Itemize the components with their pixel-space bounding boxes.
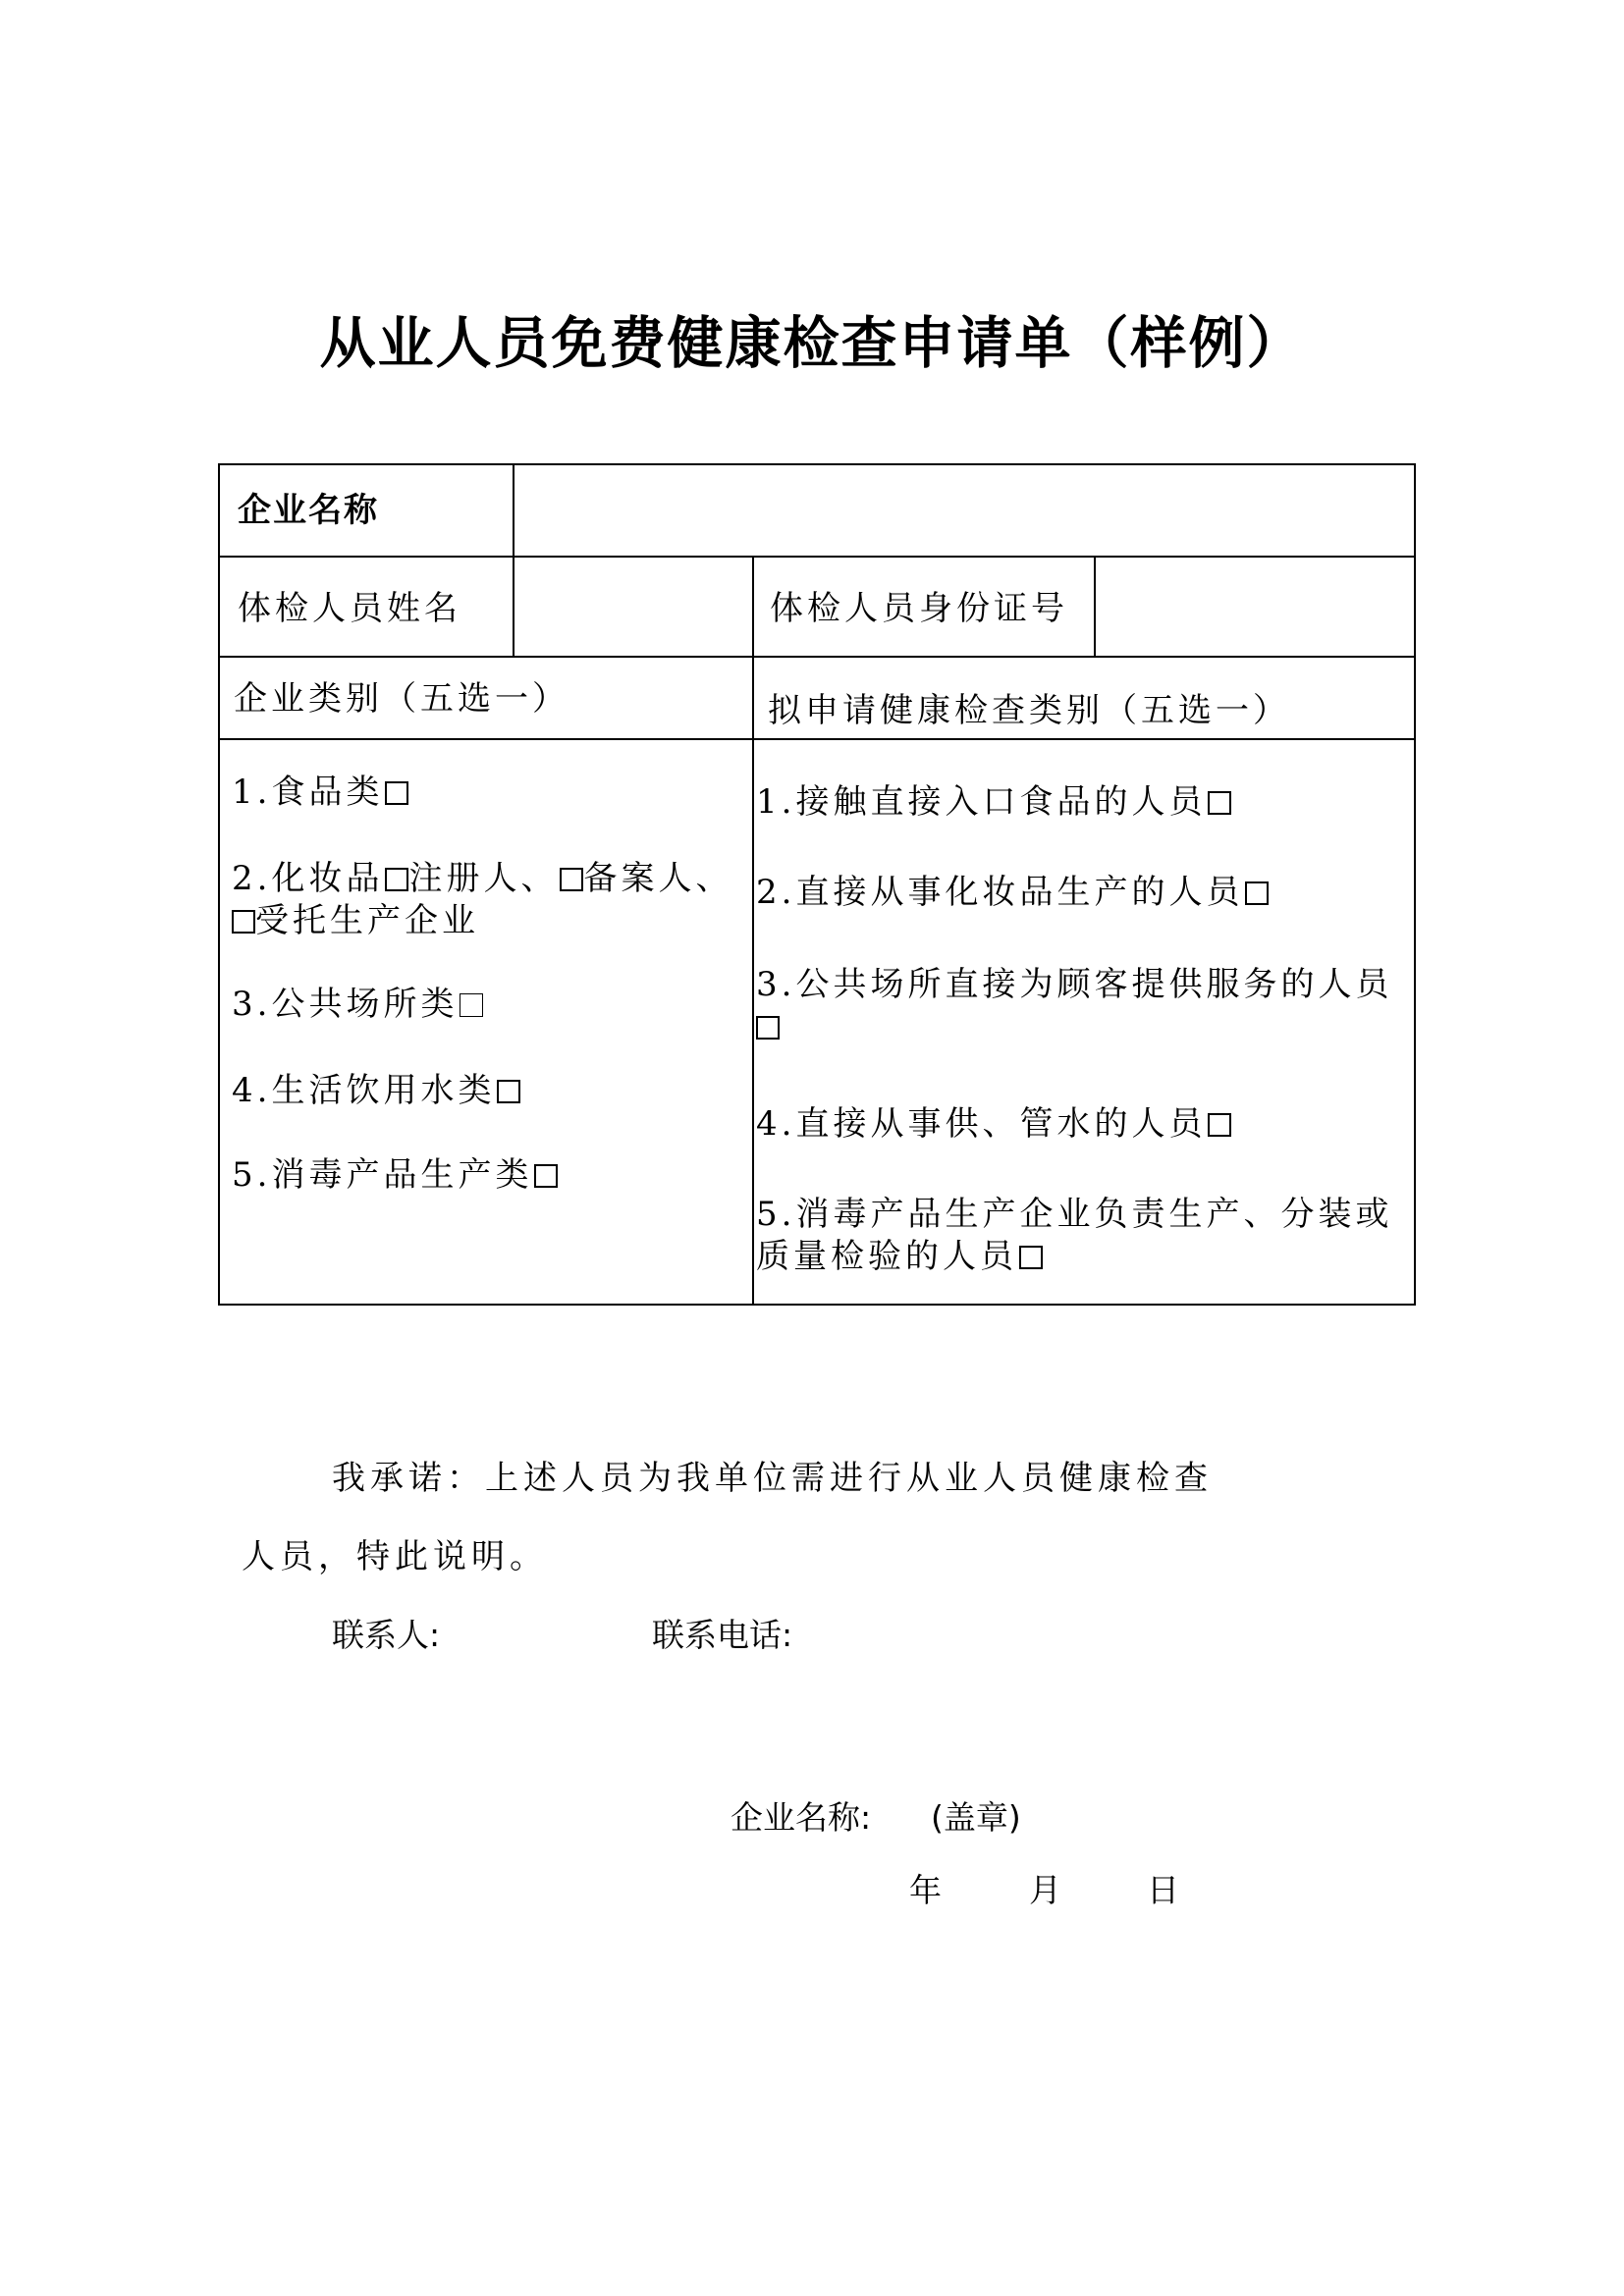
company-category-option-2[interactable] <box>232 858 750 942</box>
exam-category-option-4[interactable] <box>756 1103 1231 1146</box>
examinee-name-field[interactable] <box>524 589 740 628</box>
checkbox[interactable] <box>1245 881 1269 905</box>
company-name-label: 企业名称 <box>238 491 379 530</box>
checkbox[interactable] <box>560 868 583 891</box>
checkbox[interactable] <box>756 1016 780 1040</box>
checkbox[interactable] <box>232 910 255 934</box>
seal-label: (盖章) <box>931 1798 1021 1837</box>
option-label: 3.公共场所直接为顾客提供服务的人员 <box>756 965 1393 1004</box>
option-label: 4.直接从事供、管水的人员 <box>756 1104 1207 1144</box>
option-label: 3.公共场所类 <box>232 985 459 1024</box>
checkbox[interactable] <box>534 1164 558 1188</box>
column-divider <box>752 556 754 1304</box>
option-label: 5.消毒产品生产企业负责生产、分装或 <box>756 1195 1393 1234</box>
checkbox[interactable] <box>1208 1113 1231 1137</box>
company-category-option-1[interactable] <box>232 772 408 814</box>
option-label: 2.化妆品 <box>232 859 384 898</box>
pledge-line-1: 我承诺：上述人员为我单位需进行从业人员健康检查 <box>332 1459 1213 1498</box>
exam-category-option-3[interactable] <box>756 964 1414 1048</box>
checkbox[interactable] <box>1019 1246 1043 1269</box>
date-month: 月 <box>1029 1871 1061 1909</box>
checkbox[interactable] <box>1208 791 1231 815</box>
checkbox[interactable] <box>497 1080 520 1103</box>
date-day: 日 <box>1147 1871 1179 1909</box>
option-label: 注册人、 <box>408 859 559 898</box>
application-form-table <box>218 463 1416 1306</box>
option-label: 5.消毒产品生产类 <box>232 1155 533 1195</box>
company-category-option-4[interactable] <box>232 1070 520 1112</box>
option-label: 1.食品类 <box>232 773 384 812</box>
company-sign-label: 企业名称: <box>731 1798 872 1837</box>
contact-phone-label: 联系电话: <box>652 1616 793 1654</box>
option-label: 受托生产企业 <box>255 901 479 940</box>
option-label: 2.直接从事化妆品生产的人员 <box>756 873 1244 912</box>
exam-category-option-5[interactable] <box>756 1194 1414 1278</box>
examinee-id-label: 体检人员身份证号 <box>770 589 1068 628</box>
examinee-id-field[interactable] <box>1106 589 1400 628</box>
row-divider <box>220 556 1414 558</box>
exam-category-label: 拟申请健康检查类别（五选一） <box>768 691 1290 730</box>
date-year: 年 <box>909 1871 942 1909</box>
company-category-option-5[interactable] <box>232 1154 558 1197</box>
exam-category-option-1[interactable] <box>756 781 1231 824</box>
option-label: 1.接触直接入口食品的人员 <box>756 782 1207 822</box>
option-label: 备案人、 <box>583 859 733 898</box>
page-title: 从业人员免费健康检查申请单（样例） <box>319 311 1305 376</box>
examinee-name-label: 体检人员姓名 <box>238 589 461 628</box>
row-divider <box>220 656 1414 658</box>
checkbox[interactable] <box>460 993 483 1017</box>
company-category-option-3[interactable] <box>232 984 483 1026</box>
option-label: 4.生活饮用水类 <box>232 1071 496 1110</box>
checkbox[interactable] <box>385 781 408 805</box>
contact-person-label: 联系人: <box>332 1616 441 1654</box>
company-name-field[interactable] <box>524 491 1398 530</box>
exam-category-option-2[interactable] <box>756 872 1269 914</box>
column-divider <box>513 465 514 656</box>
pledge-line-2: 人员，特此说明。 <box>242 1537 548 1576</box>
column-divider <box>1094 556 1096 656</box>
option-label: 质量检验的人员 <box>756 1237 1017 1276</box>
company-category-label: 企业类别（五选一） <box>234 679 569 719</box>
row-divider <box>220 738 1414 740</box>
checkbox[interactable] <box>385 868 408 891</box>
